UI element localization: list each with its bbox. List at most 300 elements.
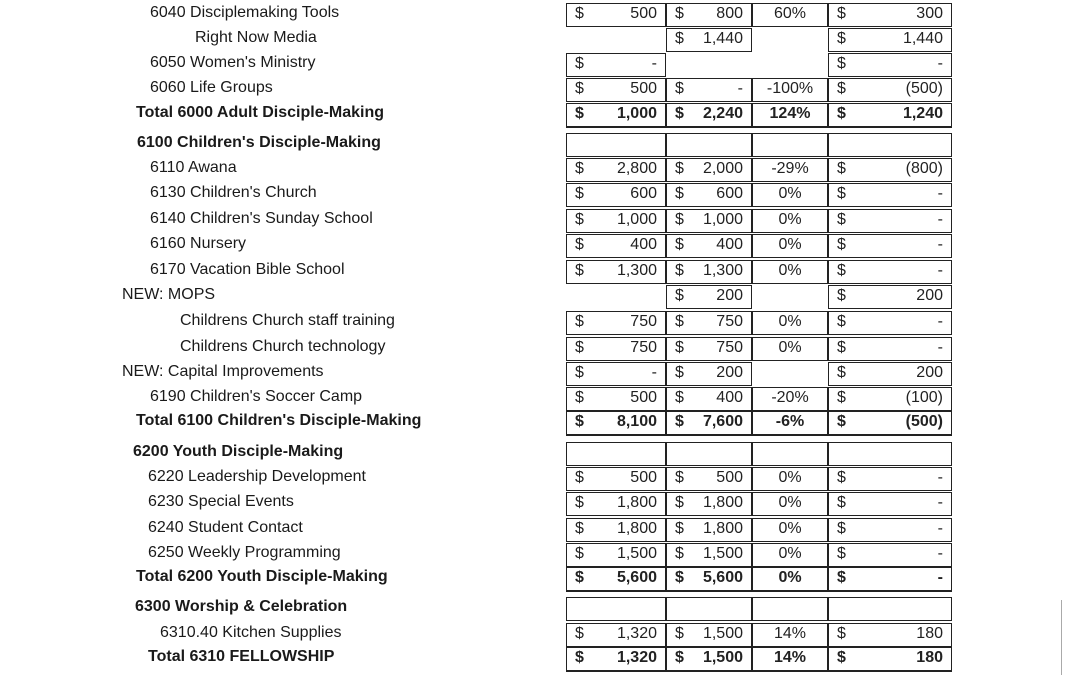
amount-value: 400 (630, 236, 657, 253)
difference-cell (828, 467, 952, 491)
section-header-row (0, 133, 1080, 157)
percent-change-cell: 14% (752, 623, 828, 647)
total-row (0, 567, 1080, 591)
currency-symbol: $ (575, 339, 584, 356)
currency-symbol: $ (675, 211, 684, 228)
amount-value: - (737, 80, 743, 97)
row-label: 6140 Children's Sunday School (150, 210, 373, 227)
currency-symbol: $ (837, 545, 846, 562)
section-header-row (0, 442, 1080, 466)
amount-value: 8,100 (616, 413, 657, 430)
new-budget-cell (666, 53, 752, 77)
table-row (0, 3, 1080, 27)
currency-symbol: $ (837, 160, 846, 177)
amount-value: 500 (630, 389, 657, 406)
amount-cells (566, 467, 952, 491)
table-row (0, 183, 1080, 207)
row-label: Right Now Media (195, 29, 317, 46)
currency-symbol: $ (675, 185, 684, 202)
row-label: 6200 Youth Disciple-Making (133, 443, 344, 460)
currency-symbol: $ (837, 569, 846, 586)
amount-value: 1,440 (702, 30, 743, 47)
amount-value: 1,500 (702, 625, 743, 642)
currency-symbol: $ (575, 80, 584, 97)
total-underline (566, 126, 952, 128)
amount-value: - (937, 211, 943, 228)
prior-budget-cell (566, 311, 666, 335)
table-row (0, 158, 1080, 182)
new-budget-cell (666, 362, 752, 386)
amount-cells (566, 362, 952, 386)
prior-budget-cell (566, 623, 666, 647)
prior-budget-cell (566, 543, 666, 567)
percent-change-cell: 0% (752, 567, 828, 591)
amount-value: - (651, 364, 657, 381)
amount-value: 200 (716, 364, 743, 381)
new-budget-cell (666, 337, 752, 361)
amount-value: 2,000 (702, 160, 743, 177)
prior-budget-cell (566, 411, 666, 435)
percent-change-cell (752, 597, 828, 621)
currency-symbol: $ (575, 413, 584, 430)
amount-value: - (937, 55, 943, 72)
table-row (0, 518, 1080, 542)
percent-change-cell: 0% (752, 543, 828, 567)
percent-change-cell: 0% (752, 337, 828, 361)
percent-change-cell: 0% (752, 183, 828, 207)
amount-cells (566, 492, 952, 516)
prior-budget-cell (566, 28, 666, 52)
currency-symbol: $ (837, 649, 846, 666)
prior-budget-cell (566, 597, 666, 621)
amount-cells (566, 597, 952, 621)
amount-value: 1,500 (702, 545, 743, 562)
row-label: 6100 Children's Disciple-Making (137, 134, 381, 151)
table-row (0, 260, 1080, 284)
amount-cells (566, 543, 952, 567)
table-row (0, 209, 1080, 233)
amount-cells (566, 133, 952, 157)
new-budget-cell (666, 623, 752, 647)
difference-cell (828, 492, 952, 516)
amount-value: 2,800 (616, 160, 657, 177)
currency-symbol: $ (575, 5, 584, 22)
table-row (0, 78, 1080, 102)
currency-symbol: $ (675, 649, 684, 666)
table-row (0, 387, 1080, 411)
difference-cell (828, 28, 952, 52)
currency-symbol: $ (837, 80, 846, 97)
percent-change-cell (752, 442, 828, 466)
amount-value: - (937, 469, 943, 486)
percent-change-cell: -29% (752, 158, 828, 182)
amount-value: (500) (905, 80, 943, 97)
total-row (0, 103, 1080, 127)
currency-symbol: $ (675, 469, 684, 486)
new-budget-cell (666, 597, 752, 621)
table-row (0, 467, 1080, 491)
amount-value: 1,320 (616, 649, 657, 666)
difference-cell (828, 53, 952, 77)
new-budget-cell (666, 567, 752, 591)
row-label: Total 6200 Youth Disciple-Making (136, 568, 388, 585)
currency-symbol: $ (837, 469, 846, 486)
amount-value: 600 (716, 185, 743, 202)
currency-symbol: $ (837, 494, 846, 511)
amount-value: 500 (630, 80, 657, 97)
prior-budget-cell (566, 467, 666, 491)
currency-symbol: $ (837, 185, 846, 202)
amount-cells (566, 234, 952, 258)
amount-value: (500) (905, 413, 943, 430)
currency-symbol: $ (675, 262, 684, 279)
amount-value: 500 (716, 469, 743, 486)
percent-change-cell (752, 285, 828, 309)
difference-cell (828, 133, 952, 157)
currency-symbol: $ (837, 236, 846, 253)
difference-cell (828, 647, 952, 671)
currency-symbol: $ (675, 80, 684, 97)
amount-value: - (937, 236, 943, 253)
amount-value: 400 (716, 236, 743, 253)
row-label: 6110 Awana (150, 159, 237, 176)
amount-value: 1,000 (702, 211, 743, 228)
difference-cell (828, 311, 952, 335)
amount-value: 200 (916, 287, 943, 304)
percent-change-cell: 60% (752, 3, 828, 27)
row-label: Total 6100 Children's Disciple-Making (136, 412, 422, 429)
amount-value: - (937, 262, 943, 279)
amount-value: - (937, 185, 943, 202)
currency-symbol: $ (675, 569, 684, 586)
currency-symbol: $ (837, 520, 846, 537)
prior-budget-cell (566, 53, 666, 77)
prior-budget-cell (566, 647, 666, 671)
row-label: 6310.40 Kitchen Supplies (160, 624, 342, 641)
scan-edge-line (1061, 600, 1062, 675)
amount-value: 5,600 (702, 569, 743, 586)
section-header-row (0, 597, 1080, 621)
currency-symbol: $ (837, 364, 846, 381)
amount-cells (566, 311, 952, 335)
percent-change-cell: 0% (752, 311, 828, 335)
row-label: NEW: MOPS (122, 286, 216, 303)
new-budget-cell (666, 311, 752, 335)
amount-value: 800 (716, 5, 743, 22)
percent-change-cell: 0% (752, 234, 828, 258)
amount-value: 750 (716, 339, 743, 356)
table-row (0, 543, 1080, 567)
currency-symbol: $ (837, 339, 846, 356)
currency-symbol: $ (575, 55, 584, 72)
prior-budget-cell (566, 158, 666, 182)
row-label: NEW: Capital Improvements (122, 363, 324, 380)
amount-cells (566, 647, 952, 671)
amount-value: (800) (905, 160, 943, 177)
new-budget-cell (666, 492, 752, 516)
amount-value: 200 (916, 364, 943, 381)
amount-value: - (651, 55, 657, 72)
row-label: 6190 Children's Soccer Camp (150, 388, 363, 405)
currency-symbol: $ (675, 160, 684, 177)
currency-symbol: $ (575, 520, 584, 537)
currency-symbol: $ (837, 287, 846, 304)
amount-value: 180 (916, 625, 943, 642)
currency-symbol: $ (675, 520, 684, 537)
currency-symbol: $ (675, 625, 684, 642)
new-budget-cell (666, 647, 752, 671)
difference-cell (828, 3, 952, 27)
currency-symbol: $ (837, 313, 846, 330)
amount-value: 1,300 (702, 262, 743, 279)
currency-symbol: $ (575, 211, 584, 228)
currency-symbol: $ (675, 339, 684, 356)
amount-value: 500 (630, 469, 657, 486)
new-budget-cell (666, 285, 752, 309)
amount-value: 1,240 (902, 105, 943, 122)
currency-symbol: $ (837, 262, 846, 279)
currency-symbol: $ (575, 469, 584, 486)
currency-symbol: $ (675, 494, 684, 511)
currency-symbol: $ (575, 389, 584, 406)
amount-value: 1,000 (616, 105, 657, 122)
table-row (0, 623, 1080, 647)
amount-value: 400 (716, 389, 743, 406)
amount-value: 600 (630, 185, 657, 202)
percent-change-cell: 0% (752, 260, 828, 284)
amount-cells (566, 209, 952, 233)
currency-symbol: $ (837, 211, 846, 228)
table-row (0, 28, 1080, 52)
table-row (0, 362, 1080, 386)
percent-change-cell: -6% (752, 411, 828, 435)
total-row (0, 411, 1080, 435)
row-label: 6050 Women's Ministry (150, 54, 316, 71)
amount-value: 1,440 (902, 30, 943, 47)
prior-budget-cell (566, 183, 666, 207)
amount-value: 5,600 (616, 569, 657, 586)
difference-cell (828, 362, 952, 386)
amount-value: - (937, 313, 943, 330)
amount-value: 1,300 (616, 262, 657, 279)
amount-value: 7,600 (702, 413, 743, 430)
percent-change-cell (752, 28, 828, 52)
amount-cells (566, 260, 952, 284)
difference-cell (828, 158, 952, 182)
row-label: 6240 Student Contact (148, 519, 303, 536)
currency-symbol: $ (575, 494, 584, 511)
amount-cells (566, 387, 952, 411)
currency-symbol: $ (837, 389, 846, 406)
difference-cell (828, 78, 952, 102)
new-budget-cell (666, 467, 752, 491)
amount-value: 1,320 (616, 625, 657, 642)
prior-budget-cell (566, 387, 666, 411)
row-label: 6250 Weekly Programming (148, 544, 341, 561)
difference-cell (828, 103, 952, 127)
new-budget-cell (666, 133, 752, 157)
difference-cell (828, 543, 952, 567)
table-row (0, 337, 1080, 361)
table-row (0, 492, 1080, 516)
currency-symbol: $ (575, 569, 584, 586)
currency-symbol: $ (837, 105, 846, 122)
prior-budget-cell (566, 362, 666, 386)
difference-cell (828, 337, 952, 361)
prior-budget-cell (566, 3, 666, 27)
new-budget-cell (666, 158, 752, 182)
new-budget-cell (666, 28, 752, 52)
currency-symbol: $ (675, 313, 684, 330)
currency-symbol: $ (837, 5, 846, 22)
difference-cell (828, 411, 952, 435)
amount-value: 750 (630, 313, 657, 330)
percent-change-cell: -20% (752, 387, 828, 411)
row-label: 6300 Worship & Celebration (135, 598, 348, 615)
amount-cells (566, 285, 952, 309)
currency-symbol: $ (675, 105, 684, 122)
prior-budget-cell (566, 518, 666, 542)
difference-cell (828, 623, 952, 647)
amount-value: 750 (716, 313, 743, 330)
prior-budget-cell (566, 209, 666, 233)
difference-cell (828, 518, 952, 542)
difference-cell (828, 442, 952, 466)
prior-budget-cell (566, 260, 666, 284)
prior-budget-cell (566, 442, 666, 466)
currency-symbol: $ (837, 625, 846, 642)
table-row (0, 53, 1080, 77)
row-label: Total 6000 Adult Disciple-Making (136, 104, 385, 121)
currency-symbol: $ (675, 545, 684, 562)
amount-cells (566, 518, 952, 542)
amount-value: 750 (630, 339, 657, 356)
table-row (0, 311, 1080, 335)
table-row (0, 234, 1080, 258)
prior-budget-cell (566, 337, 666, 361)
amount-value: 1,500 (616, 545, 657, 562)
new-budget-cell (666, 260, 752, 284)
amount-cells (566, 623, 952, 647)
amount-value: - (937, 339, 943, 356)
amount-value: 300 (916, 5, 943, 22)
currency-symbol: $ (675, 30, 684, 47)
difference-cell (828, 183, 952, 207)
amount-cells (566, 158, 952, 182)
row-label: 6230 Special Events (148, 493, 294, 510)
prior-budget-cell (566, 133, 666, 157)
new-budget-cell (666, 543, 752, 567)
amount-value: 1,800 (616, 494, 657, 511)
percent-change-cell: 0% (752, 209, 828, 233)
row-label: Childrens Church technology (180, 338, 386, 355)
amount-cells (566, 183, 952, 207)
difference-cell (828, 234, 952, 258)
difference-cell (828, 285, 952, 309)
prior-budget-cell (566, 103, 666, 127)
total-row (0, 647, 1080, 671)
currency-symbol: $ (837, 413, 846, 430)
row-label: 6170 Vacation Bible School (150, 261, 345, 278)
row-label: Childrens Church staff training (180, 312, 395, 329)
amount-value: 2,240 (702, 105, 743, 122)
row-label: 6220 Leadership Development (148, 468, 366, 485)
new-budget-cell (666, 411, 752, 435)
amount-cells (566, 3, 952, 27)
percent-change-cell (752, 362, 828, 386)
currency-symbol: $ (575, 236, 584, 253)
amount-value: 200 (716, 287, 743, 304)
total-underline (566, 670, 952, 672)
difference-cell (828, 387, 952, 411)
prior-budget-cell (566, 234, 666, 258)
amount-value: - (937, 494, 943, 511)
amount-value: 1,000 (616, 211, 657, 228)
row-label: Total 6310 FELLOWSHIP (148, 648, 335, 665)
currency-symbol: $ (675, 413, 684, 430)
row-label: 6130 Children's Church (150, 184, 317, 201)
table-row (0, 285, 1080, 309)
amount-cells (566, 28, 952, 52)
percent-change-cell: 0% (752, 467, 828, 491)
percent-change-cell (752, 53, 828, 77)
percent-change-cell: 124% (752, 103, 828, 127)
amount-value: - (937, 545, 943, 562)
row-label: 6160 Nursery (150, 235, 247, 252)
new-budget-cell (666, 234, 752, 258)
row-label: 6040 Disciplemaking Tools (150, 4, 340, 21)
currency-symbol: $ (675, 364, 684, 381)
amount-value: 1,800 (616, 520, 657, 537)
prior-budget-cell (566, 285, 666, 309)
row-label: 6060 Life Groups (150, 79, 273, 96)
amount-value: 1,500 (702, 649, 743, 666)
new-budget-cell (666, 209, 752, 233)
currency-symbol: $ (675, 287, 684, 304)
percent-change-cell (752, 133, 828, 157)
percent-change-cell: 0% (752, 492, 828, 516)
difference-cell (828, 597, 952, 621)
amount-value: (100) (905, 389, 943, 406)
difference-cell (828, 260, 952, 284)
percent-change-cell: 14% (752, 647, 828, 671)
new-budget-cell (666, 3, 752, 27)
amount-cells (566, 53, 952, 77)
total-underline (566, 434, 952, 436)
amount-value: 500 (630, 5, 657, 22)
prior-budget-cell (566, 78, 666, 102)
new-budget-cell (666, 78, 752, 102)
amount-value: - (937, 569, 943, 586)
amount-value: 180 (916, 649, 943, 666)
currency-symbol: $ (575, 185, 584, 202)
amount-cells (566, 103, 952, 127)
currency-symbol: $ (575, 262, 584, 279)
currency-symbol: $ (575, 105, 584, 122)
currency-symbol: $ (575, 545, 584, 562)
percent-change-cell: 0% (752, 518, 828, 542)
currency-symbol: $ (575, 625, 584, 642)
prior-budget-cell (566, 492, 666, 516)
amount-cells (566, 78, 952, 102)
currency-symbol: $ (575, 364, 584, 381)
amount-cells (566, 567, 952, 591)
new-budget-cell (666, 442, 752, 466)
currency-symbol: $ (837, 30, 846, 47)
amount-value: - (937, 520, 943, 537)
amount-cells (566, 442, 952, 466)
amount-cells (566, 411, 952, 435)
